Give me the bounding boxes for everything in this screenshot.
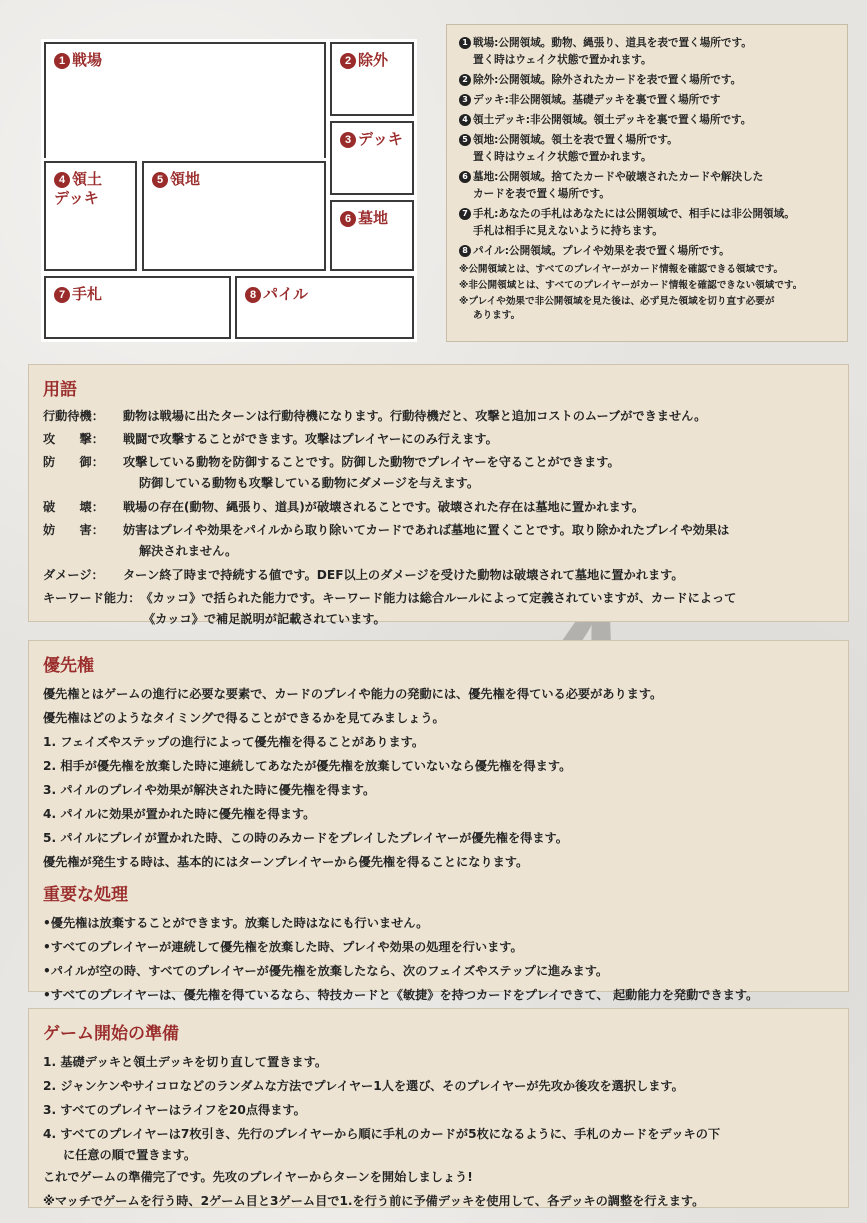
glossary-desc: 《カッコ》で括られた能力です。キーワード能力は総合ルールによって定義されていますが、カードによって	[140, 591, 737, 605]
glossary-term: 攻 撃：	[43, 432, 104, 446]
zone-label: 手札	[72, 286, 103, 303]
glossary-row	[43, 429, 834, 450]
zone-number-badge: 1	[54, 53, 70, 69]
glossary-row	[43, 565, 834, 586]
priority-line: 2. 相手が優先権を放棄した時に連続してあなたが優先権を放棄していないなら優先権を得ます。	[43, 759, 572, 773]
setup-line: これでゲームの準備完了です。先攻のプレイヤーからターンを開始しましょう!	[43, 1170, 473, 1184]
glossary-desc-cont: 《カッコ》で補足説明が記載されています。	[143, 612, 386, 626]
setup-line: 4. すべてのプレイヤーは7枚引き、先行のプレイヤーから順に手札のカードが5枚になるように、手札のカードをデッキの下 に任意の順で置きます。	[43, 1127, 721, 1162]
zone-label: 領土 デッキ	[54, 171, 103, 207]
setup-panel	[28, 1008, 849, 1208]
zone-number-badge: 2	[340, 53, 356, 69]
glossary-row	[43, 520, 834, 541]
priority-line: 優先権とはゲームの進行に必要な要素で、カードのプレイや能力の発動には、優先権を得ている必要があります。	[43, 687, 663, 701]
legend-item: 7 手札:あなたの手札はあなたには公開領域で、相手には非公開領域。 手札は相手に見えないように持ちます。	[459, 206, 837, 240]
zone-number-badge: 5	[152, 172, 168, 188]
zone-number-badge: 6	[340, 211, 356, 227]
zone-exile	[330, 42, 414, 116]
glossary-row	[43, 452, 834, 473]
zone-label: 戦場	[72, 52, 103, 69]
priority-line: 5. パイルにプレイが置かれた時、この時のみカードをプレイしたプレイヤーが優先権を得ます。	[43, 831, 568, 845]
legend-item: 1 戦場:公開領域。動物、縄張り、道具を表で置く場所です。 置く時はウェイク状態で置かれます。	[459, 35, 837, 69]
field-diagram	[36, 34, 422, 344]
glossary-term: キーワード能力：	[43, 591, 141, 605]
priority-line: 3. パイルのプレイや効果が解決された時に優先権を得ます。	[43, 783, 376, 797]
glossary-term: 破 壊：	[43, 500, 104, 514]
legend-item: 3 デッキ:非公開領域。基礎デッキを裏で置く場所です	[459, 92, 837, 109]
zone-domain	[142, 161, 326, 271]
priority-line: 優先権が発生する時は、基本的にはターンプレイヤーから優先権を得ることになります。	[43, 855, 529, 869]
zone-pile	[235, 276, 414, 339]
zone-graveyard	[330, 200, 414, 271]
legend-note: ※非公開領域とは、すべてのプレイヤーがカード情報を確認できない領域です。	[459, 280, 803, 291]
setup-line: 2. ジャンケンやサイコロなどのランダムな方法でプレイヤー1人を選び、そのプレイヤーが先攻か後攻を選択します。	[43, 1079, 684, 1093]
legend-item: 6 墓地:公開領域。捨てたカードや破壊されたカードや解決した カードを表で置く場所です。	[459, 169, 837, 203]
legend-number-badge: 2	[459, 74, 471, 86]
zone-hand	[44, 276, 231, 339]
zone-legend	[446, 24, 848, 342]
legend-note: ※プレイや効果で非公開領域を見た後は、必ず見た領域を切り直す必要が あります。	[459, 296, 775, 321]
glossary-desc-cont: 防御している動物も攻撃している動物にダメージを与えます。	[139, 476, 480, 490]
processing-line: •すべてのプレイヤーが連続して優先権を放棄した時、プレイや効果の処理を行います。	[43, 940, 523, 954]
important-processing-title: 重要な処理	[43, 885, 128, 904]
priority-title: 優先権	[43, 656, 94, 675]
glossary-term: 防 御：	[43, 455, 104, 469]
legend-item: 5 領地:公開領域。領土を表で置く場所です。 置く時はウェイク状態で置かれます。	[459, 132, 837, 166]
zone-label: 除外	[358, 52, 389, 69]
glossary-desc: 妨害はプレイや効果をパイルから取り除いてカードであれば墓地に置くことです。取り除かれたプレイや効果は	[123, 523, 730, 537]
glossary-desc: 戦場の存在(動物、縄張り、道具)が破壊されることです。破壊された存在は墓地に置かれます。	[123, 500, 645, 514]
glossary-desc: 動物は戦場に出たターンは行動待機になります。行動待機だと、攻撃と追加コストのムーブができません。	[123, 409, 707, 423]
legend-number-badge: 1	[459, 37, 471, 49]
zone-deck	[330, 121, 414, 195]
glossary-desc: 攻撃している動物を防御することです。防御した動物でプレイヤーを守ることができます。	[123, 455, 620, 469]
priority-line: 優先権はどのようなタイミングで得ることができるかを見てみましょう。	[43, 711, 445, 725]
legend-number-badge: 3	[459, 94, 471, 106]
glossary-title: 用語	[43, 380, 77, 399]
legend-item: 4 領土デッキ:非公開領域。領土デッキを裏で置く場所です。	[459, 112, 837, 129]
zone-label: 墓地	[358, 210, 389, 227]
priority-line: 1. フェイズやステップの進行によって優先権を得ることがあります。	[43, 735, 425, 749]
legend-number-badge: 7	[459, 208, 471, 220]
legend-number-badge: 6	[459, 171, 471, 183]
glossary-row	[43, 406, 834, 427]
glossary-row	[43, 588, 834, 609]
zone-label: デッキ	[358, 131, 403, 148]
zone-number-badge: 7	[54, 287, 70, 303]
glossary-desc-cont: 解決されません。	[139, 544, 238, 558]
setup-note: ※マッチでゲームを行う時、2ゲーム目と3ゲーム目で1.を行う前に予備デッキを使用して、各デッキの調整を行えます。	[43, 1194, 705, 1208]
setup-title: ゲーム開始の準備	[43, 1024, 179, 1043]
legend-number-badge: 4	[459, 114, 471, 126]
processing-line: •すべてのプレイヤーは、優先権を得ているなら、特技カードと《敏捷》を持つカードをプレイできて、 起動能力を発動できます。	[43, 988, 759, 1002]
zone-battlefield	[44, 42, 326, 160]
processing-line: •パイルが空の時、すべてのプレイヤーが優先権を放棄したなら、次のフェイズやステップに進みます。	[43, 964, 609, 978]
processing-line: •優先権は放棄することができます。放棄した時はなにも行いません。	[43, 916, 429, 930]
zone-number-badge: 3	[340, 132, 356, 148]
glossary-term: 行動待機：	[43, 409, 104, 423]
setup-line: 3. すべてのプレイヤーはライフを20点得ます。	[43, 1103, 306, 1117]
legend-number-badge: 8	[459, 245, 471, 257]
legend-item: 8 パイル:公開領域。プレイや効果を表で置く場所です。	[459, 243, 837, 260]
zone-label: 領地	[170, 171, 201, 188]
legend-item: 2 除外:公開領域。除外されたカードを表で置く場所です。	[459, 72, 837, 89]
glossary-term: 妨 害：	[43, 523, 104, 537]
legend-number-badge: 5	[459, 134, 471, 146]
glossary-desc: 戦闘で攻撃することができます。攻撃はプレイヤーにのみ行えます。	[123, 432, 498, 446]
glossary-row	[43, 497, 834, 518]
zone-number-badge: 8	[245, 287, 261, 303]
glossary-panel	[28, 364, 849, 626]
priority-panel	[28, 640, 849, 1002]
legend-note: ※公開領域とは、すべてのプレイヤーがカード情報を確認できる領域です。	[459, 264, 784, 275]
zone-label: パイル	[263, 286, 309, 303]
setup-line: 1. 基礎デッキと領土デッキを切り直して置きます。	[43, 1055, 328, 1069]
zone-territory-deck	[44, 161, 137, 271]
priority-line: 4. パイルに効果が置かれた時に優先権を得ます。	[43, 807, 316, 821]
glossary-desc: ターン終了時まで持続する値です。DEF以上のダメージを受けた動物は破壊されて墓地に置かれます。	[123, 568, 684, 582]
zone-number-badge: 4	[54, 172, 70, 188]
glossary-term: ダメージ：	[43, 568, 104, 582]
